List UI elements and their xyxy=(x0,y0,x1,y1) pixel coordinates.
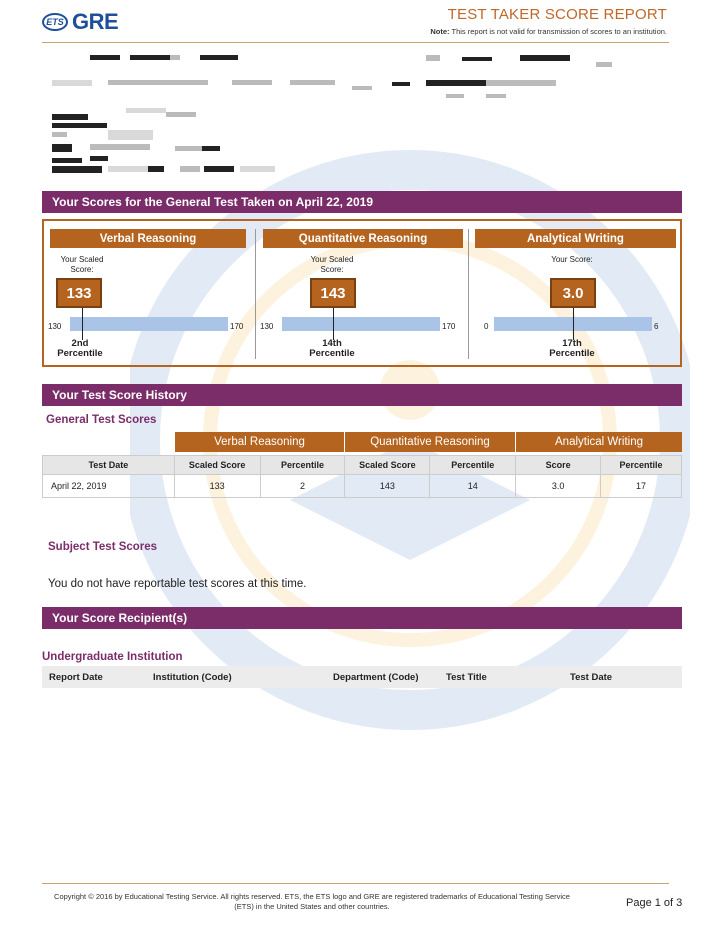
column-header: Institution (Code) xyxy=(146,666,326,688)
note-label: Note: xyxy=(430,27,450,36)
percentile-label: Percentile xyxy=(549,348,595,359)
undergraduate-subheading: Undergraduate Institution xyxy=(42,651,183,663)
header-divider xyxy=(42,42,669,43)
scale-max: 170 xyxy=(442,322,456,331)
table-header-row xyxy=(42,666,682,688)
percentile-rank: 2nd xyxy=(71,338,89,349)
percentile-label: Percentile xyxy=(309,348,355,359)
column-divider xyxy=(468,229,469,359)
column-header: Percentile xyxy=(430,456,516,475)
scaled-score-value: 133 xyxy=(56,278,102,308)
test-date-cell: April 22, 2019 xyxy=(43,475,175,498)
column-header: Percentile xyxy=(260,456,345,475)
percentile-label: Percentile xyxy=(57,348,103,359)
ets-logo-mark: ETS xyxy=(42,13,68,31)
table-cell: 2 xyxy=(260,475,345,498)
table-cell: 133 xyxy=(174,475,260,498)
note-text: This report is not valid for transmission of scores to an institution. xyxy=(451,27,667,36)
history-group-header: Analytical Writing xyxy=(515,432,682,452)
column-header: Scaled Score xyxy=(174,456,260,475)
scaled-score-value: 3.0 xyxy=(550,278,596,308)
table-header-row xyxy=(43,456,682,475)
general-scores-subheading: General Test Scores xyxy=(46,414,157,426)
score-scale-bar xyxy=(282,317,440,331)
scaled-score-label: Your Scaled Score: xyxy=(60,255,104,274)
scaled-score-label: Your Score: xyxy=(551,255,593,264)
report-note xyxy=(430,27,667,36)
scores-section-header: Your Scores for the General Test Taken on April 22, 2019 xyxy=(42,191,682,213)
score-scale-bar xyxy=(70,317,228,331)
column-header: Percentile xyxy=(601,456,682,475)
report-title: TEST TAKER SCORE REPORT xyxy=(447,6,667,23)
no-scores-message: You do not have reportable test scores at this time. xyxy=(48,578,307,590)
page-number: Page 1 of 3 xyxy=(626,897,683,909)
column-header: Department (Code) xyxy=(326,666,439,688)
score-marker xyxy=(573,308,574,340)
measure-header: Analytical Writing xyxy=(475,229,676,248)
scale-min: 0 xyxy=(484,322,489,331)
score-summary-panel xyxy=(42,219,682,367)
gre-logo xyxy=(42,9,118,35)
score-marker xyxy=(82,308,83,340)
scaled-score-label: Your Scaled Score: xyxy=(310,255,354,274)
column-header: Test Title xyxy=(439,666,563,688)
score-marker xyxy=(333,308,334,340)
table-cell: 143 xyxy=(345,475,430,498)
table-row xyxy=(43,475,682,498)
scale-max: 170 xyxy=(230,322,244,331)
table-cell: 17 xyxy=(601,475,682,498)
scale-min: 130 xyxy=(48,322,62,331)
recipients-section-header: Your Score Recipient(s) xyxy=(42,607,682,629)
scale-min: 130 xyxy=(260,322,274,331)
footer-divider xyxy=(42,883,669,884)
table-cell: 3.0 xyxy=(516,475,601,498)
column-header: Score xyxy=(516,456,601,475)
gre-logo-text: GRE xyxy=(72,9,119,34)
table-cell: 14 xyxy=(430,475,516,498)
percentile-rank: 14th xyxy=(322,338,342,349)
recipients-table xyxy=(42,666,682,688)
subject-scores-subheading: Subject Test Scores xyxy=(48,541,158,553)
scaled-score-value: 143 xyxy=(310,278,356,308)
history-group-header: Verbal Reasoning xyxy=(174,432,344,452)
column-header: Scaled Score xyxy=(345,456,430,475)
measure-header: Verbal Reasoning xyxy=(50,229,246,248)
column-header: Test Date xyxy=(43,456,175,475)
history-group-header: Quantitative Reasoning xyxy=(344,432,515,452)
column-header: Report Date xyxy=(42,666,146,688)
scale-max: 6 xyxy=(654,322,659,331)
copyright-text: Copyright © 2016 by Educational Testing Service. All rights reserved. ETS, the ETS logo and GRE are registered trademarks of Educational Testing Service (ETS) in the United States and other countries. xyxy=(54,892,570,911)
column-divider xyxy=(255,229,256,359)
score-history-table xyxy=(42,455,682,498)
measure-header: Quantitative Reasoning xyxy=(263,229,463,248)
percentile-rank: 17th xyxy=(562,338,582,349)
history-section-header: Your Test Score History xyxy=(42,384,682,406)
column-header: Test Date xyxy=(563,666,682,688)
